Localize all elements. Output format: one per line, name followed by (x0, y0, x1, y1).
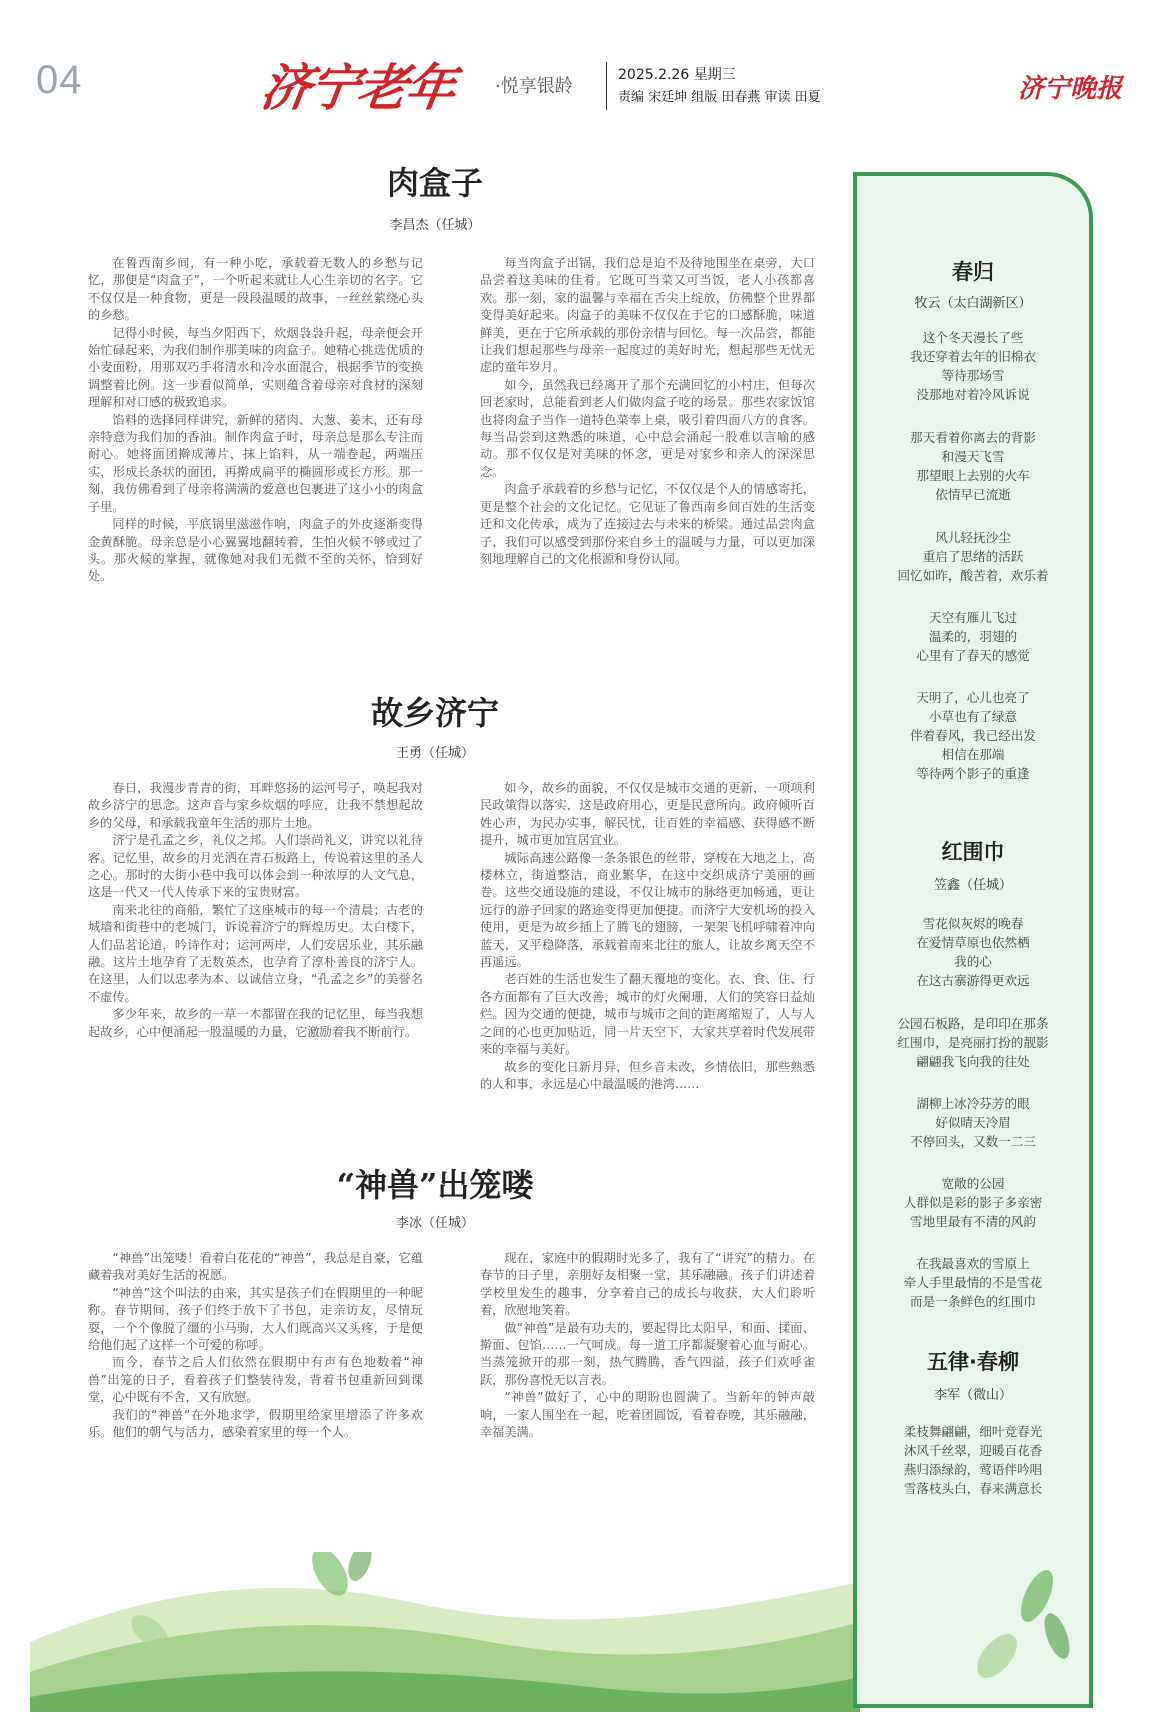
paragraph: 馅料的选择同样讲究，新鲜的猪肉、大葱、姜末，还有母亲特意为我们加的香油。制作肉盒子时，母亲总是那么专注而耐心。她将面团擀成薄片，抹上馅料，从一端卷起，两端压实，形成长条状的面团，再擀成扁平的椭圆形或长方形。那一刻，我仿佛看到了母亲将满满的爱意也包裹进了这小小的肉盒子里。 (88, 412, 423, 514)
paragraph: 在鲁西南乡间，有一种小吃，承载着无数人的乡愁与记忆，那便是“肉盒子”，一个听起来就让人心生亲切的名字。它不仅仅是一种食物，更是一段段温暖的故事，一丝丝萦绕心头的乡愁。 (88, 256, 423, 323)
masthead-logo: 济宁老年 (257, 58, 458, 117)
paragraph: “神兽”出笼喽！看着白花花的“神兽”，我总是自豪，它蕴藏着我对美好生活的祝愿。 (88, 1251, 423, 1283)
article-title: 肉盒子 (386, 164, 483, 202)
newspaper-logo: 济宁晚报 (1018, 74, 1123, 104)
paragraph: 同样的时候，平底锅里滋滋作响，肉盒子的外皮逐渐变得金黄酥脆。母亲总是小心翼翼地翻转着，生怕火候不够或过了头。那火候的掌握，就像她对我们无微不至的关怀，恰到好处。 (88, 517, 423, 584)
poem-stanza: 湖柳上冰冷芬芳的眼 好似晴天冷眉 不停回头，又数一二三 (910, 1096, 1036, 1149)
paragraph: 记得小时候，每当夕阳西下，炊烟袅袅升起，母亲便会开始忙碌起来，为我们制作那美味的肉盒子。她精心挑选优质的小麦面粉，用那双巧手将清水和冷水面混合，根据季节的变换调整着比例。这一步看似简单，实则蕴含着母亲对食材的深刻理解和对口感的极致追求。 (88, 325, 423, 410)
article-title: 故乡济宁 (370, 694, 499, 732)
article-column (88, 1250, 423, 1550)
poem-stanza: 天空有雁儿飞过 温柔的，羽翅的 心里有了春天的感觉 (916, 610, 1030, 663)
poem-stanza: 风儿轻抚沙尘 重启了思绪的活跃 回忆如昨，酸苦着，欢乐着 (897, 530, 1049, 583)
article-title: “神兽”出笼喽 (336, 1166, 534, 1204)
leaf-icon (344, 1552, 376, 1584)
paragraph: 如今，虽然我已经离开了那个充满回忆的小村庄，但每次回老家时，总能看到老人们做肉盒子吃的场景。那些农家饭馆也将肉盒子当作一道特色菜奉上桌，吸引着四面八方的食客。每当品尝到这熟悉的味道，心中总会涌起一股难以言喻的感动。那不仅仅是对美味的怀念，更是对家乡和亲人的深深思念。 (480, 377, 815, 479)
paragraph: 济宁是孔孟之乡，礼仪之邦。人们崇尚礼义，讲究以礼待客。记忆里，故乡的月光洒在青石板路上，传说着这里的圣人之心。那时的大街小巷中我可以体会到一种浓厚的人文气息，这是一代又一代人传承下来的宝贵财富。 (88, 833, 423, 900)
poem-stanza: 公园石板路，是印印在那条 红围巾，是亮丽打扮的靓影 翩翩我飞向我的往处 (897, 1016, 1049, 1069)
article-column (480, 1250, 815, 1550)
paragraph: 南来北往的商船，繁忙了这座城市的每一个清晨；古老的城墙和街巷中的老城门，诉说着济宁的辉煌历史。太白楼下，人们品茗论道，吟诗作对；运河两岸，人们安居乐业，其乐融融。这片土地孕育了无数英杰，也孕育了淳朴善良的济宁人。在这里，人们以忠孝为本、以诚信立身，“孔孟之乡”的美誉名不虚传。 (88, 902, 423, 1004)
poem-stanza: 雪花似灰烬的晚春 在爱情草原也依然栖 我的心 在这古寨游得更欢远 (916, 916, 1030, 988)
article-author: 李冰（任城） (395, 1216, 474, 1231)
poetry-sidebar (853, 172, 1093, 1708)
poem-stanza: 宽敞的公园 人群似是彩的影子多亲密 雪地里最有不清的风韵 (903, 1176, 1043, 1229)
poem-stanza: 天明了，心儿也亮了 小草也有了绿意 伴着春风，我已经出发 相信在那端 等待两个影子的重逢 (910, 690, 1036, 781)
issue-date: 2025.2.26 星期三 (618, 67, 736, 83)
article-column (480, 780, 815, 1115)
article-column (88, 780, 423, 1115)
paragraph: 每当肉盒子出锅，我们总是迫不及待地围坐在桌旁，大口品尝着这美味的佳肴。它既可当菜又可当饭，老人小孩都喜欢。那一刻，家的温馨与幸福在舌尖上绽放，仿佛整个世界都变得美好起来。肉盒子的美味不仅仅在于它的口感酥脆，味道鲜美，更在于它所承载的那份亲情与回忆。每一次品尝，都能让我们想起那些与母亲一起度过的美好时光，想起那些无忧无虑的童年岁月。 (480, 256, 815, 375)
article-author: 王勇（任城） (395, 746, 474, 761)
paragraph: 现在，家庭中的假期时光多了，我有了“讲究”的精力。在春节的日子里，亲朋好友相聚一堂，其乐融融。孩子们讲述着学校里发生的趣事，分享着自己的成长与收获，大人们聆听着，欣慰地笑着。 (480, 1251, 815, 1318)
poem-stanza: 那天看着你离去的背影 和漫天飞雪 那望眼上去别的火车 依情早已流逝 (910, 430, 1036, 502)
paragraph: 做“神兽”是最有功夫的，要起得比太阳早，和面、揉面、擀面、包馅……一气呵成。每一道工序都凝聚着心血与耐心。当蒸笼掀开的那一刻，热气腾腾，香气四溢，孩子们欢呼雀跃，那份喜悦无以言表。 (480, 1320, 815, 1387)
editor-credits: 责编 宋廷坤 组版 田春燕 审读 田夏 (618, 90, 821, 105)
article-author: 李昌杰（任城） (389, 218, 481, 233)
poem-stanza: 这个冬天漫长了些 我还穿着去年的旧棉衣 等待那场雪 没那地对着冷风诉说 (910, 330, 1036, 402)
poem-title: 五律·春柳 (927, 1350, 1019, 1374)
paragraph: 城际高速公路像一条条银色的丝带，穿梭在大地之上，高楼林立，街道整洁，商业繁华，在这中交织成济宁美丽的画卷。这些交通设施的建设，不仅让城市的脉络更加畅通，更让远行的游子回家的路途变得更加便捷。而济宁大安机场的投入使用，更是为故乡插上了腾飞的翅膀，一架架飞机呼啸着冲向蓝天，又平稳降落，承载着南来北往的旅人，让故乡离天空不再遥远。 (480, 850, 815, 970)
paragraph: 如今，故乡的面貌，不仅仅是城市交通的更新，一项项利民政策得以落实，这是政府用心，更是民意所向。政府倾听百姓心声，为民办实事，解民忧，让百姓的幸福感、获得感不断提升，城市更加宜居宜业。 (480, 781, 815, 848)
paragraph: 肉盒子承载着的乡愁与记忆，不仅仅是个人的情感寄托，更是整个社会的文化记忆。它见证了鲁西南乡间百姓的生活变迁和文化传承，成为了连接过去与未来的桥梁。通过品尝肉盒子，我们可以感受到那份来自乡土的温暖与力量，可以更加深刻地理解自己的文化根源和身份认同。 (480, 482, 815, 566)
poem-title: 春归 (952, 260, 994, 284)
paragraph: 故乡的变化日新月异，但乡音未改，乡情依旧，那些熟悉的人和事，永远是心中最温暖的港湾…… (480, 1059, 815, 1091)
paragraph: 多少年来，故乡的一草一木都留在我的记忆里，每当我想起故乡，心中便涌起一股温暖的力量，它激励着我不断前行。 (88, 1007, 423, 1039)
decorative-wave (30, 1552, 860, 1712)
header-divider (606, 62, 607, 110)
poem-author: 笠鑫（任城） (933, 878, 1012, 893)
article-column (88, 255, 423, 630)
paragraph: “神兽”做好了，心中的期盼也圆满了。当新年的钟声敲响，一家人围坐在一起，吃着团圆饭，看着春晚，其乐融融，幸福美满。 (480, 1390, 815, 1440)
poem-stanza: 柔枝舞翩翩，细叶竞春光 沐风千丝翠，迎暖百花香 燕归添绿韵，莺语伴吟唱 雪落枝头白，春来满意长 (903, 1424, 1043, 1496)
page-number: 04 (36, 58, 83, 102)
paragraph: 而今，春节之后人们依然在假期中有声有色地数着“神兽”出笼的日子，看着孩子们整装待发，背着书包重新回到课堂，心中既有不舍，又有欣慰。 (88, 1355, 423, 1405)
poem-author: 牧云（太白湖新区） (914, 296, 1032, 311)
paragraph: “神兽”这个叫法的由来，其实是孩子们在假期里的一种昵称。春节期间，孩子们终于放下了书包，走亲访友，尽情玩耍，一个个像脱了缰的小马驹，大人们既高兴又头疼，于是便给他们起了这样一个可爱的称呼。 (88, 1285, 423, 1353)
poem-stanza: 在我最喜欢的雪原上 牵人手里最情的不是雪花 而是一条鲜色的红围巾 (903, 1256, 1043, 1309)
article-column (480, 255, 815, 630)
paragraph: 我们的“神兽”在外地求学，假期里给家里增添了许多欢乐。他们的朝气与活力，感染着家里的每一个人。 (88, 1407, 423, 1440)
leaf-cluster-icon (917, 1556, 1087, 1696)
paragraph: 老百姓的生活也发生了翻天覆地的变化。衣、食、住、行各方面都有了巨大改善，城市的灯火阑珊，人们的笑容日益灿烂。因为交通的便捷，城市与城市之间的距离缩短了，人与人之间的心也更加贴近，同一片天空下，大家共享着时代发展带来的幸福与美好。 (480, 972, 815, 1057)
paragraph: 春日，我漫步青青的街，耳畔悠扬的运河号子，唤起我对故乡济宁的思念。这声音与家乡炊烟的呼应，让我不禁想起故乡的父母，和承载我童年生活的那片土地。 (88, 781, 423, 830)
poem-title: 红围巾 (941, 840, 1005, 864)
section-name: ·悦享银龄 (495, 76, 573, 97)
poem-author: 李军（微山） (933, 1388, 1012, 1403)
